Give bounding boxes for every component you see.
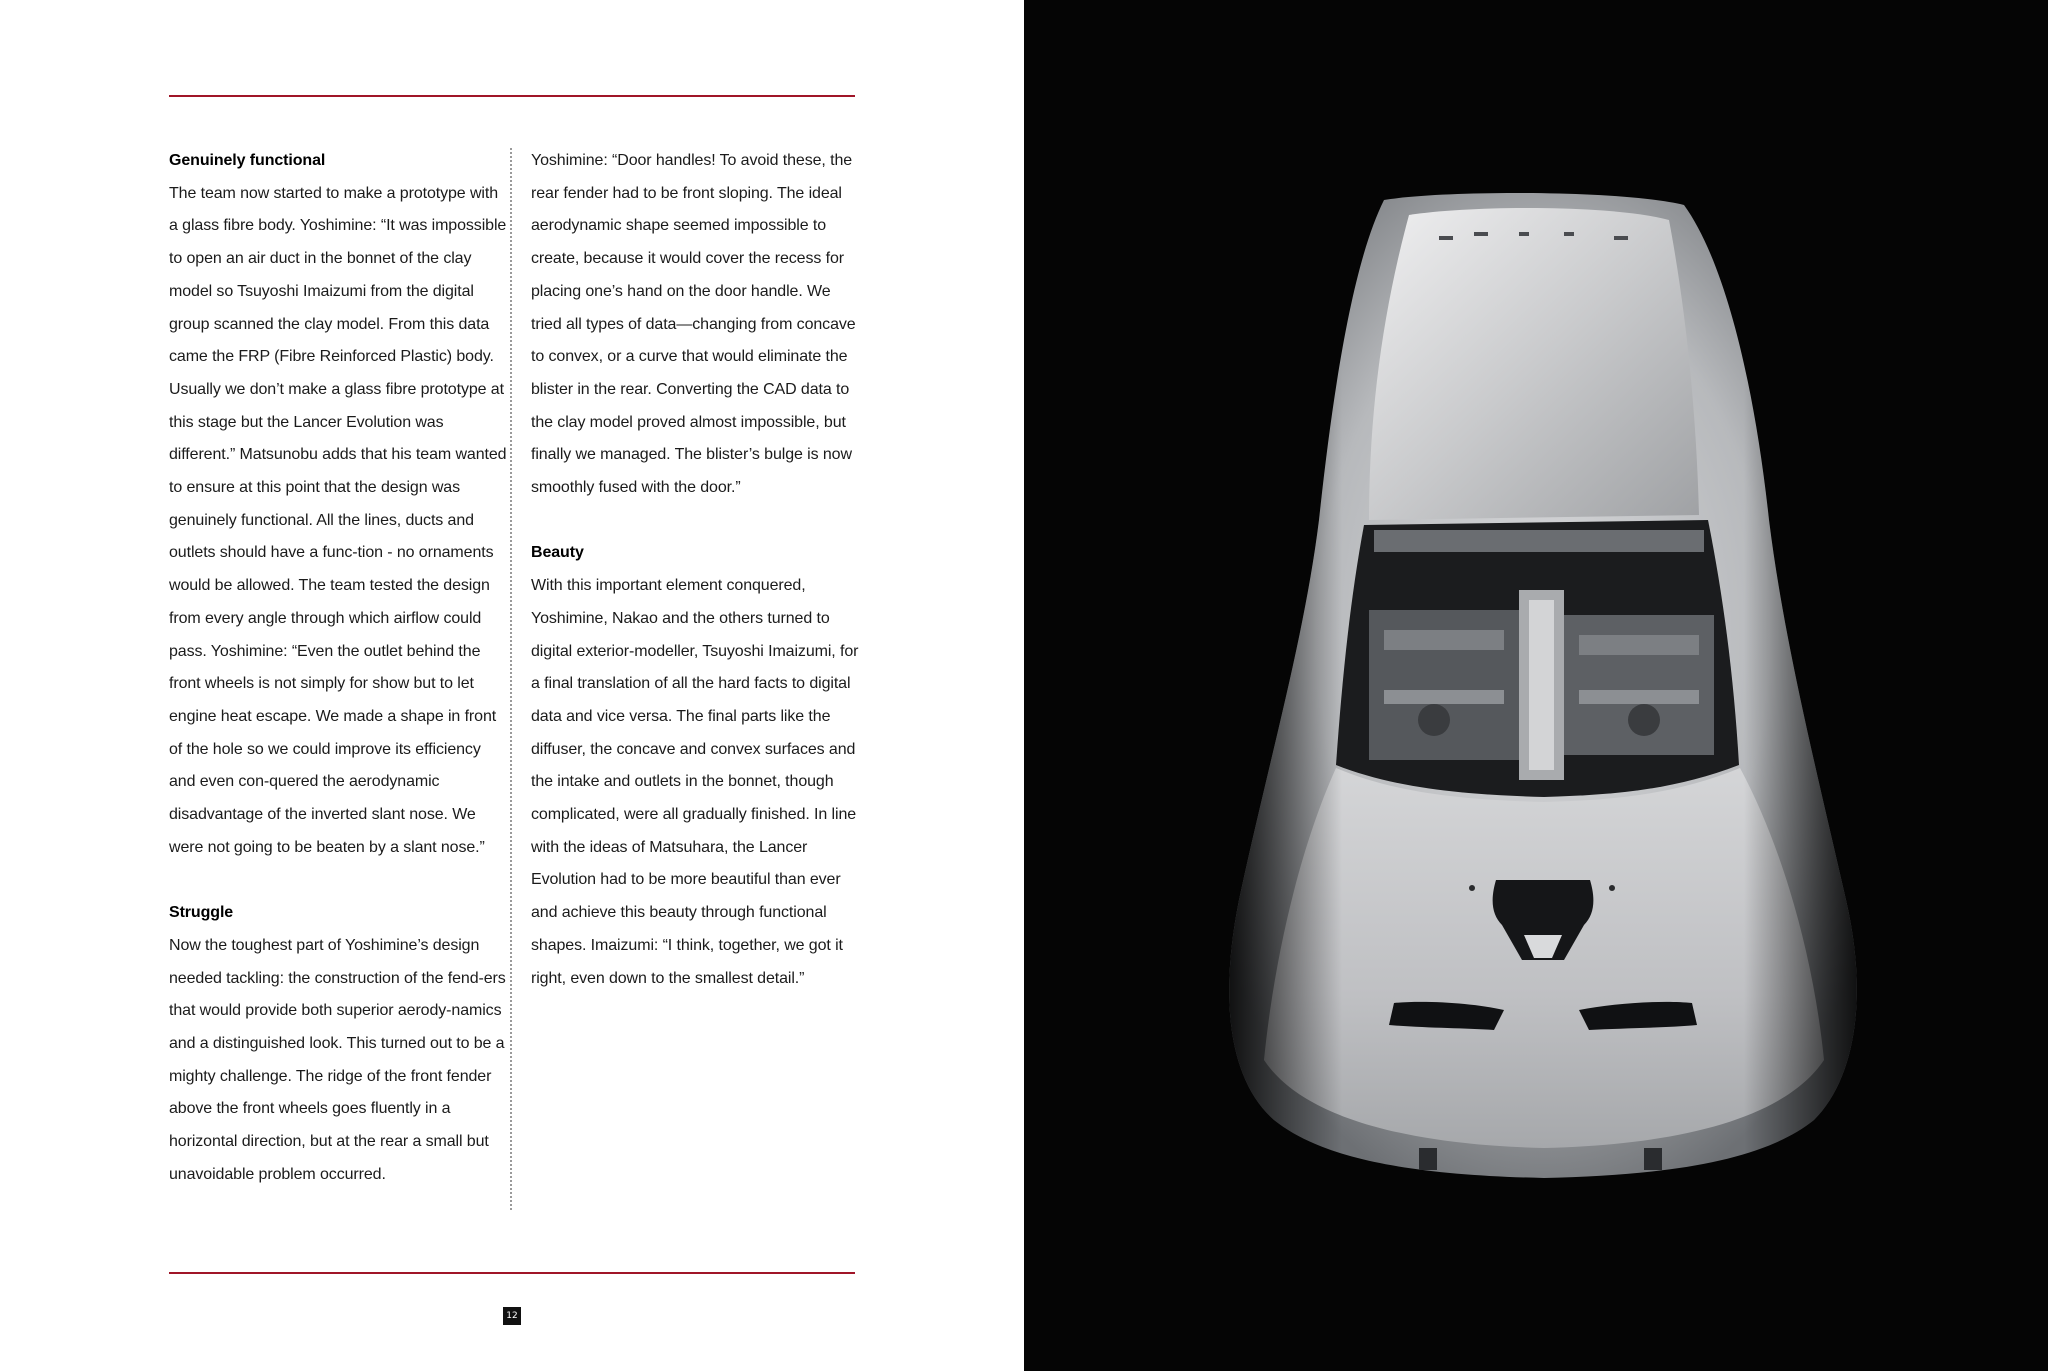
section-body-struggle: Now the toughest part of Yoshimine’s design needed tackling: the construction of the fend-ers that would provide both superior aerody-namics and a distinguished look. This turned out to be a mighty challenge. The ridge of the front fender above the front wheels goes fluently in a horizontal direction, but at the rear a small but unavoidable problem occurred. — [169, 936, 506, 1183]
page-number: 12 — [503, 1307, 521, 1325]
section-body-genuinely-functional: The team now started to make a prototype with a glass fibre body. Yoshimine: “It was impossible to open an air duct in the bonnet of the clay model so Tsuyoshi Imaizumi from the digital group scanned the clay model. From this data came the FRP (Fibre Reinforced Plastic) body. Usually we don’t make a glass fibre prototype at this stage but the Lancer Evolution was different.” Matsunobu adds that his team wanted to ensure at this point that the design was genuinely functional. All the lines, ducts and outlets should have a func-tion - no ornaments would be allowed. The team tested the design from every angle through which airflow could pass. Yoshimine: “Even the outlet behind the front wheels is not simply for show but to let engine heat escape. We made a shape in front of the hole so we could improve its efficiency and even con-quered the aerodynamic disadvantage of the inverted slant nose. We were not going to be beaten by a slant nose.” — [169, 184, 507, 856]
section-heading-genuinely-functional: Genuinely functional — [169, 152, 326, 169]
column-divider — [510, 148, 512, 1210]
top-rule — [169, 95, 855, 97]
photo-page — [1024, 0, 2048, 1371]
car-body-photo — [1024, 0, 2048, 1371]
section-heading-struggle: Struggle — [169, 904, 234, 922]
section-heading-beauty: Beauty — [531, 544, 584, 562]
bottom-rule — [169, 1272, 855, 1274]
section-body-beauty: With this important element conquered, Yoshimine, Nakao and the others turned to digital exterior-modeller, Tsuyoshi Imaizumi, for a final translation of all the hard facts to digital data and vice versa. The final parts like the diffuser, the concave and convex surfaces and the intake and outlets in the bonnet, though complicated, were all gradually finished. In line with the ideas of Matsuhara, the Lancer Evolution had to be more beautiful than ever and achieve this beauty through functional shapes. Imaizumi: “I think, together, we got it right, even down to the smallest detail.” — [531, 577, 859, 987]
door-handles-paragraph: Yoshimine: “Door handles! To avoid these, the rear fender had to be front sloping. The ideal aerodynamic shape seemed impossible to create, because it would cover the recess for placing one’s hand on the door handle. We tried all types of data—changing from concave to convex, or a curve that would eliminate the blister in the rear. Converting the CAD data to the clay model proved almost impossible, but finally we managed. The blister’s bulge is now smoothly fused with the door.” — [531, 152, 856, 497]
right-column — [531, 145, 861, 995]
left-column — [169, 145, 509, 1191]
